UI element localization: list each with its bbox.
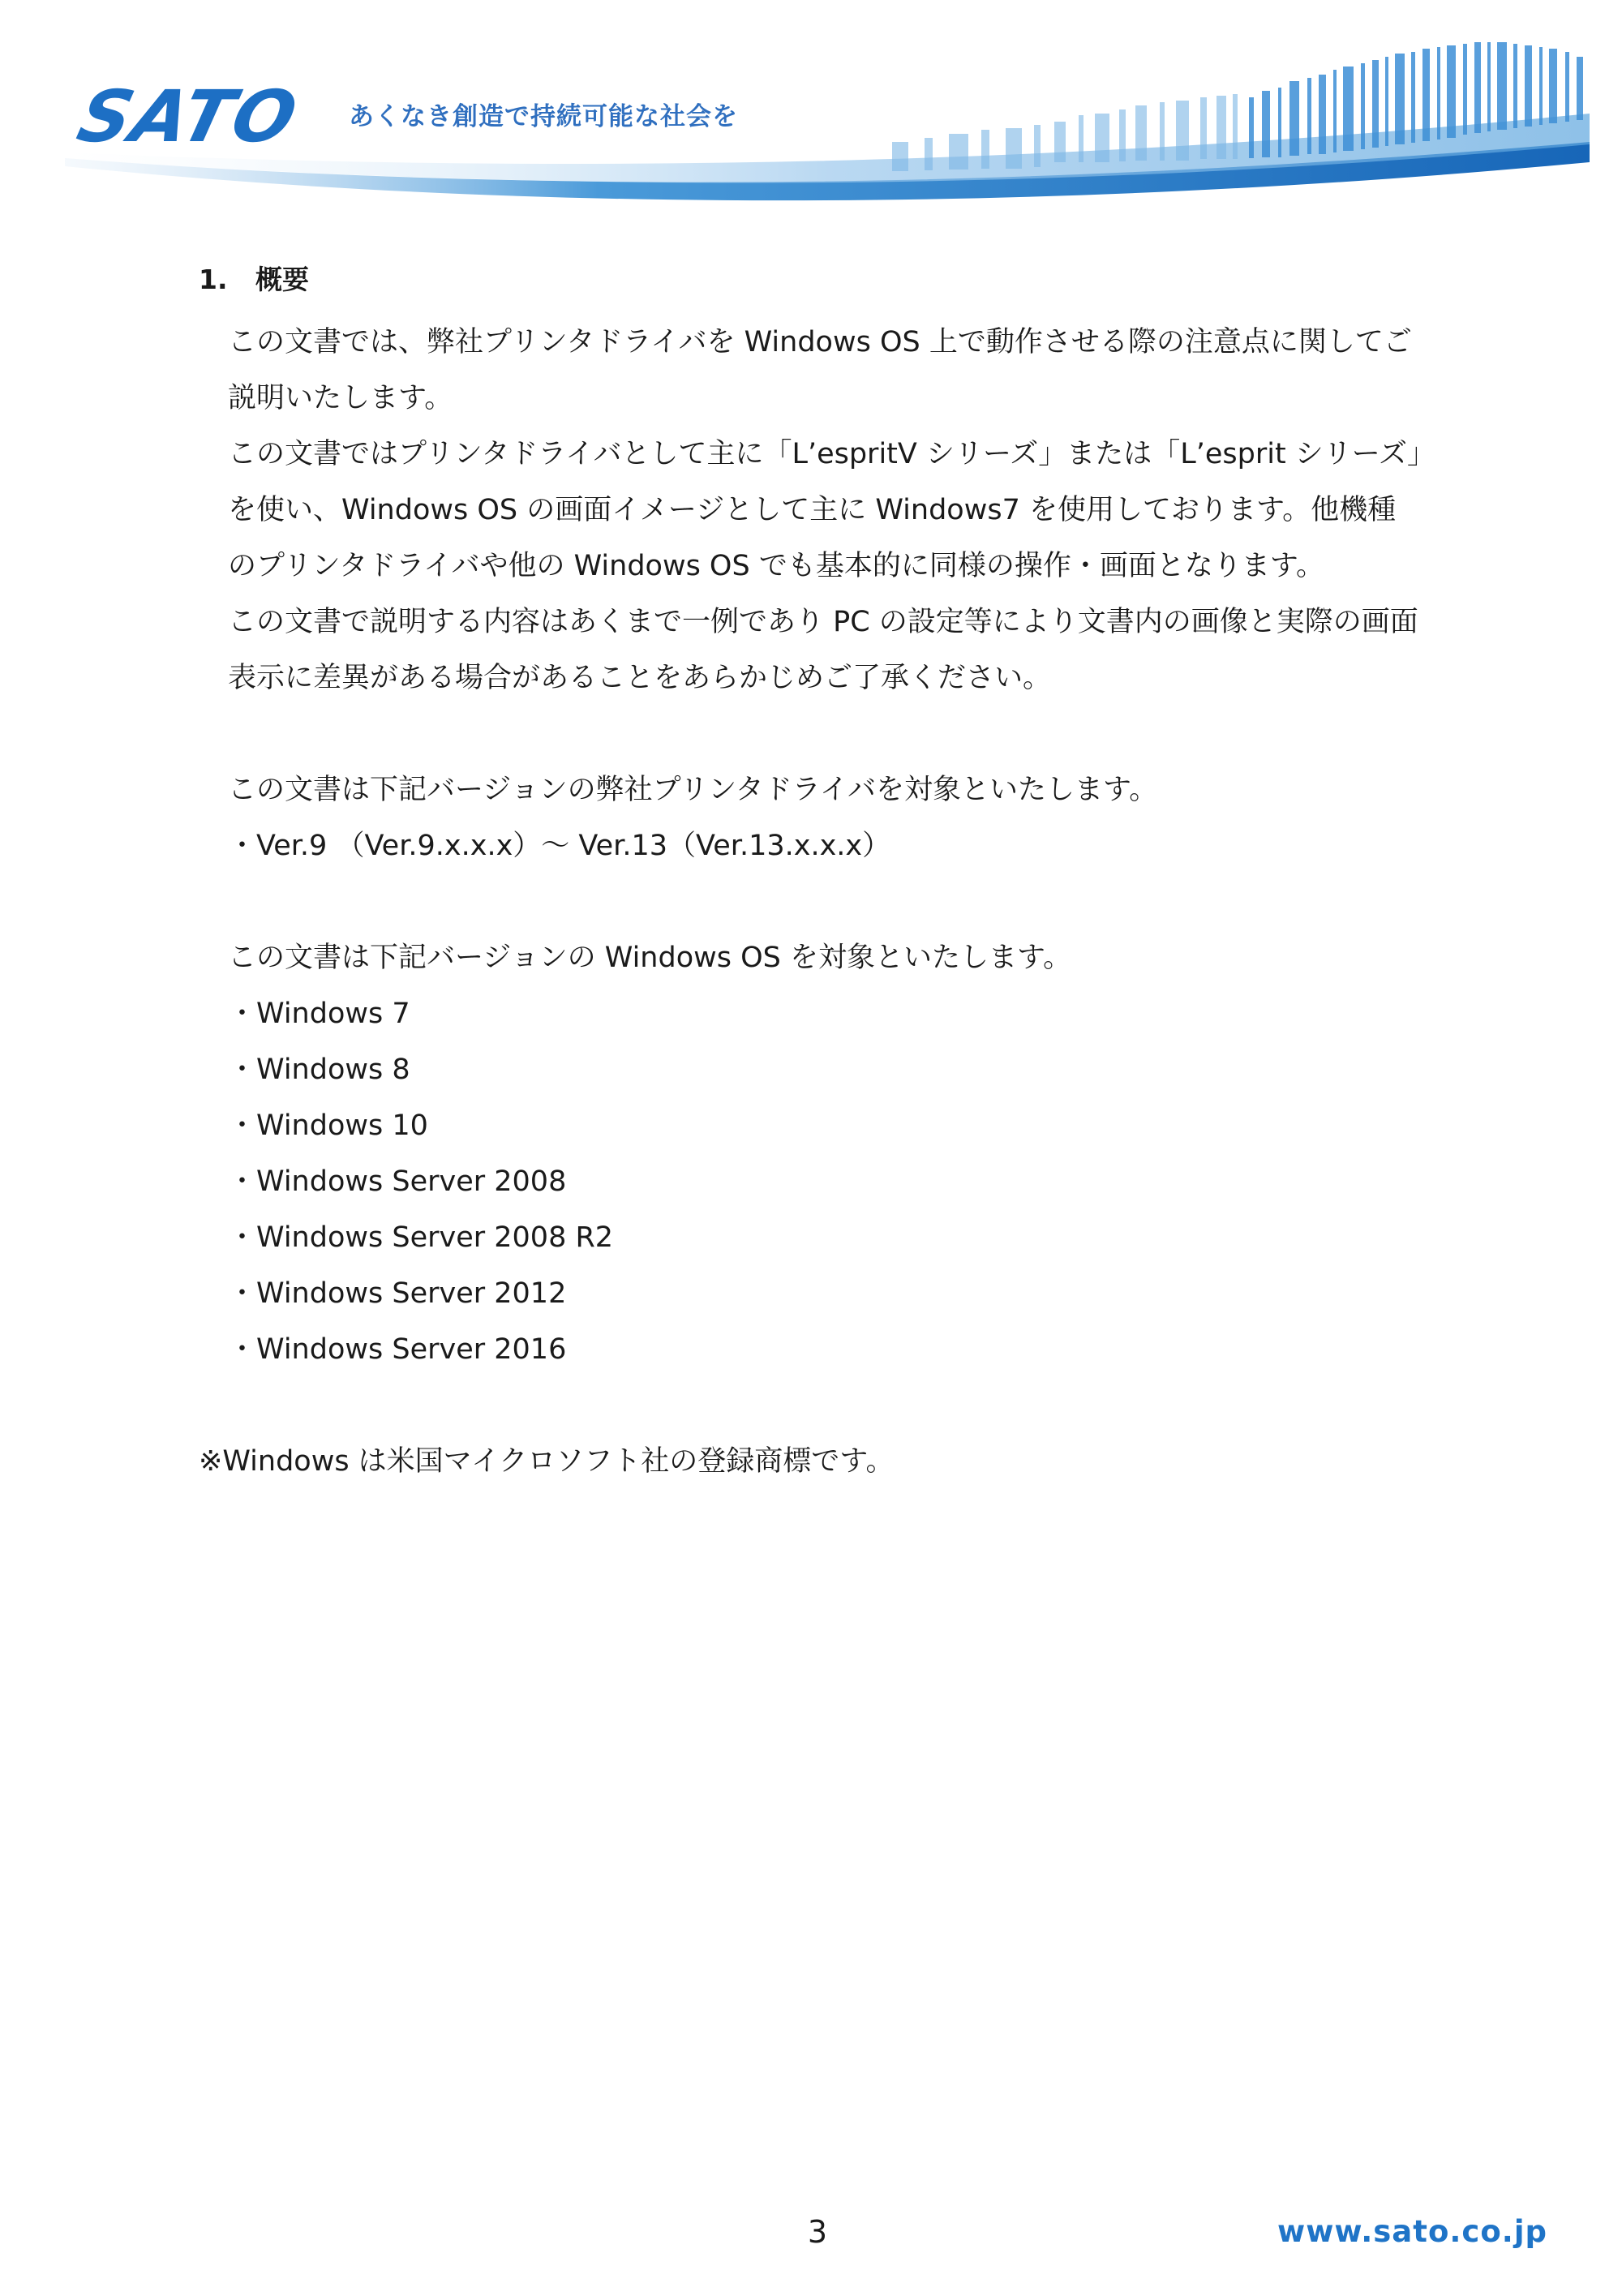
paragraph-line: 表示に差異がある場合があることをあらかじめご了承ください。 (228, 662, 1052, 694)
page-number: 3 (807, 2214, 828, 2250)
os-list-item: ・Windows 8 (228, 1054, 410, 1086)
header-banner (0, 0, 1622, 227)
document-body (199, 260, 1464, 1490)
website-url[interactable]: www.sato.co.jp (1277, 2214, 1547, 2249)
section-heading (199, 260, 1464, 300)
paragraph-line: この文書で説明する内容はあくまで一例であり PC の設定等により文書内の画像と実際の画面 (228, 606, 1418, 638)
os-list-item: ・Windows Server 2008 (228, 1165, 567, 1198)
paragraph-line: を使い、Windows OS の画面イメージとして主に Windows7 を使用しております。他機種 (228, 494, 1397, 526)
os-versions-intro: この文書は下記バージョンの Windows OS を対象といたします。 (228, 942, 1072, 974)
os-list-item: ・Windows 10 (228, 1109, 428, 1142)
driver-versions-intro: この文書は下記バージョンの弊社プリンタドライバを対象といたします。 (228, 774, 1158, 806)
os-list-item: ・Windows Server 2016 (228, 1333, 567, 1366)
section-title: 概要 (255, 264, 309, 295)
paragraph-line: この文書ではプリンタドライバとして主に「L’espritV シリーズ」または「L’esprit シリーズ」 (228, 438, 1436, 470)
overview-text (228, 315, 1464, 1434)
spacer (228, 706, 1464, 762)
header-tagline: あくなき創造で持続可能な社会を (349, 102, 738, 131)
sato-logo: SATO (70, 75, 307, 158)
trademark-note: ※Windows は米国マイクロソフト社の登録商標です。 (199, 1445, 895, 1478)
paragraph-line: この文書では、弊社プリンタドライバを Windows OS 上で動作させる際の注意点に関してご (228, 326, 1412, 358)
spacer (228, 1378, 1464, 1434)
spacer (228, 874, 1464, 930)
section-number: 1. (199, 264, 228, 295)
os-list-item: ・Windows Server 2008 R2 (228, 1221, 614, 1254)
driver-version-range: ・Ver.9 （Ver.9.x.x.x）～ Ver.13（Ver.13.x.x.x） (228, 830, 891, 862)
paragraph-line: のプリンタドライバや他の Windows OS でも基本的に同様の操作・画面となります。 (228, 550, 1325, 582)
paragraph-line: 説明いたします。 (228, 382, 453, 414)
os-list-item: ・Windows Server 2012 (228, 1277, 567, 1310)
os-list-item: ・Windows 7 (228, 998, 410, 1030)
